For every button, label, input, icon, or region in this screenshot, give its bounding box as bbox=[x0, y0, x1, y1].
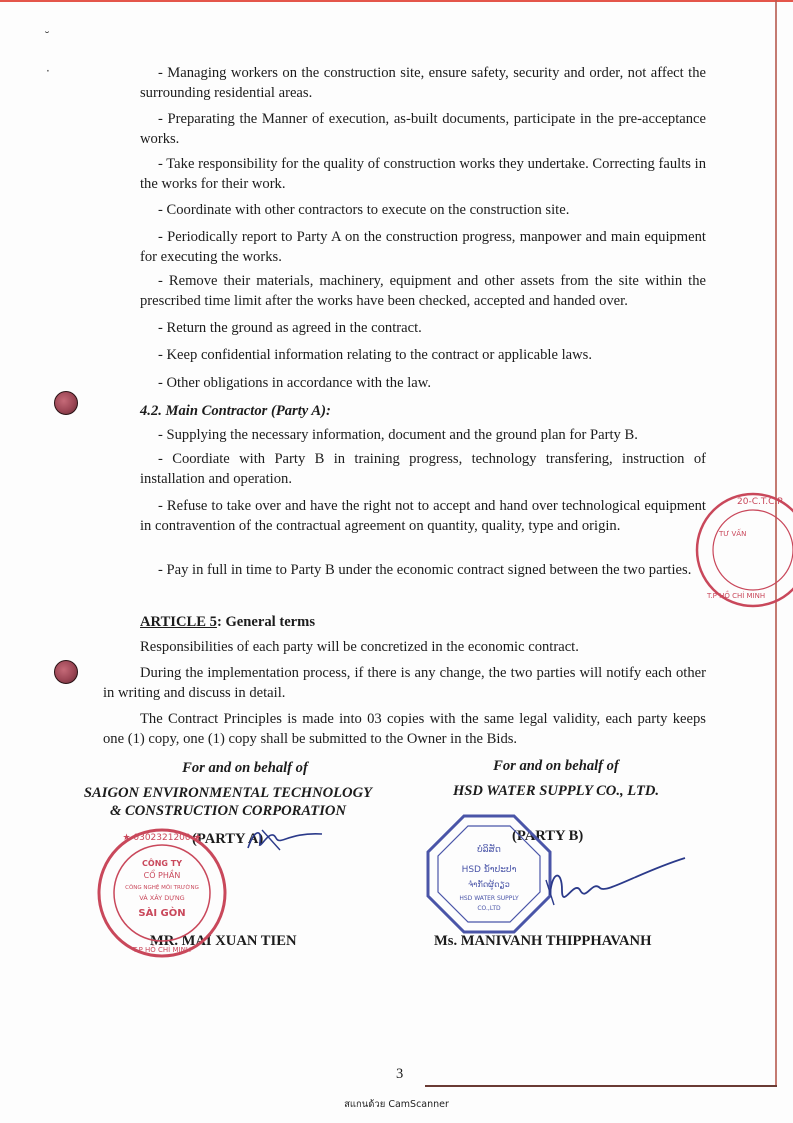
saigon-company-seal-icon bbox=[95, 826, 230, 961]
party-b-signature-icon bbox=[540, 850, 690, 920]
obligation-item: - Pay in full in time to Party B under the economic contract signed between the two parties. bbox=[158, 562, 692, 578]
scan-edge-top bbox=[0, 0, 793, 2]
hsd-company-seal-icon bbox=[424, 812, 554, 936]
punch-hole-icon bbox=[54, 391, 78, 415]
party-b-label: (PARTY B) bbox=[512, 828, 584, 844]
svg-text:CO.,LTD: CO.,LTD bbox=[477, 905, 501, 912]
svg-text:CỔ PHẦN: CỔ PHẦN bbox=[143, 871, 181, 880]
svg-text:ຈຳກັດຜູ້ດຽວ: ຈຳກັດຜູ້ດຽວ bbox=[468, 880, 510, 889]
article-number: ARTICLE 5 bbox=[140, 614, 217, 630]
obligation-item: - Other obligations in accordance with the law. bbox=[158, 375, 431, 391]
general-term: Responsibilities of each party will be concretized in the economic contract. bbox=[140, 639, 579, 655]
obligation-item: - Coordinate with other contractors to execute on the construction site. bbox=[158, 202, 570, 218]
scan-edge-right bbox=[775, 0, 777, 1085]
party-a-label: (PARTY A) bbox=[192, 831, 264, 847]
scan-speck: · bbox=[46, 64, 50, 78]
scan-edge-bottom bbox=[425, 1085, 777, 1087]
obligation-item: - Return the ground as agreed in the contract. bbox=[158, 320, 422, 336]
obligation-item: - Periodically report to Party A on the construction progress, manpower and main equipment for executing the works. bbox=[140, 229, 706, 265]
svg-text:CÔNG TY: CÔNG TY bbox=[142, 859, 182, 868]
article-heading bbox=[140, 612, 315, 632]
svg-text:HSD ນ້ຳປະປາ: HSD ນ້ຳປະປາ bbox=[461, 865, 517, 875]
party-a-company-line2: & CONSTRUCTION CORPORATION bbox=[110, 803, 346, 819]
party-a-company-line1: SAIGON ENVIRONMENTAL TECHNOLOGY bbox=[83, 785, 373, 801]
party-a-behalf-label: For and on behalf of bbox=[182, 760, 308, 776]
svg-text:VÀ XÂY DỰNG: VÀ XÂY DỰNG bbox=[139, 894, 185, 902]
scan-speck: ˘ bbox=[44, 30, 50, 44]
margin-seal-icon bbox=[693, 488, 783, 614]
obligation-item: - Remove their materials, machinery, equipment and other assets from the site within the prescribed time limit after the works have been checked, accepted and handed over. bbox=[140, 273, 706, 309]
svg-text:TƯ VẤN: TƯ VẤN bbox=[719, 530, 747, 538]
party-b-signatory: Ms. MANIVANH THIPPHAVANH bbox=[434, 933, 652, 949]
obligation-item: - Managing workers on the construction site, ensure safety, security and order, not affect the surrounding residential areas. bbox=[140, 65, 706, 101]
obligation-item: - Coordiate with Party B in training progress, technology transfering, instruction of installation and operation. bbox=[140, 451, 706, 487]
party-b-company: HSD WATER SUPPLY CO., LTD. bbox=[452, 783, 660, 799]
party-b-behalf-label: For and on behalf of bbox=[493, 758, 619, 774]
scanner-watermark: สแกนด้วย CamScanner bbox=[344, 1099, 449, 1110]
party-a-signature-icon bbox=[240, 820, 330, 856]
general-term: During the implementation process, if there is any change, the two parties will notify each other in writing and discuss in detail. bbox=[103, 665, 706, 701]
svg-text:SÀI GÒN: SÀI GÒN bbox=[138, 908, 186, 919]
punch-hole-icon bbox=[54, 660, 78, 684]
article-title: : General terms bbox=[216, 614, 315, 630]
page-number: 3 bbox=[396, 1066, 404, 1082]
party-a-signatory: MR. MAI XUAN TIEN bbox=[150, 933, 297, 949]
svg-text:★ 0302321200 ★: ★ 0302321200 ★ bbox=[122, 833, 202, 843]
svg-text:20-C.T.C.P: 20-C.T.C.P bbox=[737, 497, 783, 507]
svg-text:T.P HỒ CHÍ MINH: T.P HỒ CHÍ MINH bbox=[132, 946, 192, 954]
obligation-item: - Preparating the Manner of execution, as-built documents, participate in the pre-acceptance works. bbox=[140, 111, 706, 147]
svg-text:T.P HỒ CHÍ MINH: T.P HỒ CHÍ MINH bbox=[707, 592, 766, 600]
svg-text:ບໍລິສັດ: ບໍລິສັດ bbox=[477, 845, 501, 855]
obligation-item: - Keep confidential information relating to the contract or applicable laws. bbox=[158, 347, 593, 363]
obligation-item: - Supplying the necessary information, document and the ground plan for Party B. bbox=[158, 427, 638, 443]
section-heading: 4.2. Main Contractor (Party A): bbox=[140, 403, 331, 419]
svg-text:HSD WATER SUPPLY: HSD WATER SUPPLY bbox=[459, 895, 519, 902]
obligation-item: - Take responsibility for the quality of construction works they undertake. Correcting faults in the works for their work. bbox=[140, 156, 706, 192]
svg-text:CÔNG NGHỆ MÔI TRƯỜNG: CÔNG NGHỆ MÔI TRƯỜNG bbox=[125, 885, 199, 891]
obligation-item: - Refuse to take over and have the right not to accept and hand over technological equipment in contravention of the contractual agreement on quantity, quality, type and origin. bbox=[140, 498, 706, 534]
general-term: The Contract Principles is made into 03 copies with the same legal validity, each party keeps one (1) copy, one (1) copy shall be submitted to the Owner in the Bids. bbox=[103, 711, 706, 747]
